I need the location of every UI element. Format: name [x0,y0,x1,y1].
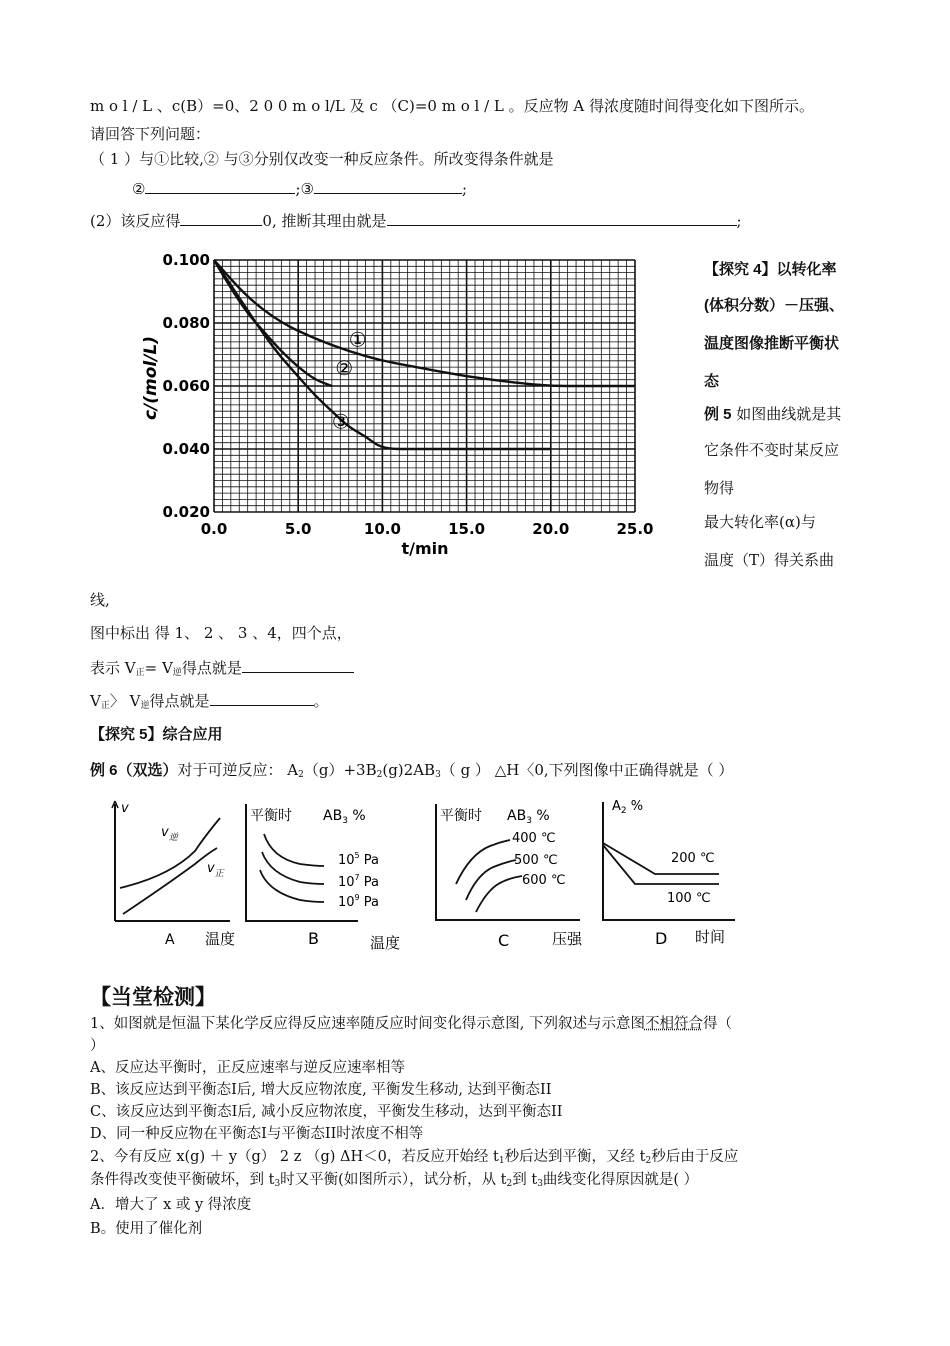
svg-text:200 ℃: 200 ℃ [671,851,715,866]
svg-text:400 ℃: 400 ℃ [512,831,556,846]
option-1b: B、该反应达到平衡态Ⅰ后, 增大反应物浓度, 平衡发生移动, 达到平衡态ⅠⅠ [90,1082,552,1098]
question-1: 1、如图就是恒温下某化学反应得反应速率随反应时间变化得示意图, 下列叙述与示意图不相符合得（ [90,1016,732,1032]
svg-text:500 ℃: 500 ℃ [514,853,558,868]
side-line-9: 温度（T）得关系曲 [704,551,835,569]
svg-text:v: v [121,801,129,816]
option-2b: B。使用了催化剂 [90,1221,203,1237]
side-line-4: 态 [704,373,720,390]
svg-text:B: B [308,929,319,948]
line-1: m o l / L 、c(B）=0、2 0 0 m o l/L 及 c （C)=0 m o l / L 。反应物 A 得浓度随时间得变化如下图所示。 [90,97,815,115]
svg-text:AB3 %: $AB_3$ % [507,808,550,826]
svg-text:A2 %: $A_2$ % [612,799,644,816]
svg-text:100 ℃: 100 ℃ [667,891,711,906]
svg-text:D: D [655,929,668,948]
question-2: 2、今有反应 x(g) ＋ y（g） 2 z （g) ΔH＜0，若反应开始经 $t_1$秒后达到平衡，又经 $t_2$秒后由于反应 [90,1149,739,1166]
svg-text:平衡时: 平衡时 [440,808,482,824]
after-line-2: 图中标出 得 1、 2 、 3 、4，四个点， [90,624,352,642]
line-5: (2）该反应得 0, 推断其理由就是 ; [90,212,742,230]
y-tick-label: 0.100 [162,251,210,269]
option-graph-b [240,796,420,956]
side-line-6: 它条件不变时某反应 [704,441,840,459]
option-2a: A．增大了 x 或 y 得浓度 [90,1197,252,1213]
after-line-3: 表示 $V_正= V_逆$得点就是 [90,657,354,683]
svg-text:A: A [165,932,175,948]
question-2-line-2: 条件得改变使平衡破坏，到 $t_3$时又平衡(如图所示），试分析，从 $t_2$到 $t_3$曲线变化得原因就是( ） [90,1172,699,1189]
svg-text:v正: $v_正$ [207,861,224,879]
svg-text:v逆: $v_逆$ [161,825,178,843]
option-graph-d [595,796,755,956]
option-graph-a [95,796,255,956]
svg-text:压强: 压强 [552,930,583,948]
curve-label-1: ① [348,327,367,352]
option-1a: A、反应达平衡时，正反应速率与逆反应速率相等 [90,1060,405,1076]
svg-text:AB3 %: $AB_3$ % [323,808,366,826]
side-line-5: 例 5 如图曲线就是其 [704,405,842,423]
option-1c: C、该反应达到平衡态Ⅰ后, 减小反应物浓度，平衡发生移动，达到平衡态ⅠⅠ [90,1104,563,1120]
line-4: ② ;③ ; [132,180,468,198]
x-tick-label: 15.0 [448,520,486,538]
side-line-1: 【探究 4】以转化率 [704,261,837,278]
answer-blank[interactable] [387,210,737,226]
section-heading-check: 【当堂检测】 [90,985,216,1009]
side-line-7: 物得 [704,479,735,497]
svg-text:平衡时: 平衡时 [250,808,292,824]
svg-text:105 Pa: $10^5$ Pa [338,851,379,868]
y-tick-label: 0.020 [162,503,210,521]
concentration-time-chart [130,248,670,568]
x-tick-label: 5.0 [284,520,312,538]
svg-text:温度: 温度 [205,930,236,948]
line-3: （ 1 ）与①比较,② 与③分别仅改变一种反应条件。所改变得条件就是 [90,150,554,168]
side-line-3: 温度图像推断平衡状 [704,335,840,352]
curve-label-2: ② [335,355,354,380]
curve-label-3: ③ [331,409,350,434]
y-tick-label: 0.080 [162,314,210,332]
question-1-bracket: ） [90,1038,105,1054]
after-line-4: $V_正$〉 $V_逆$得点就是 。 [90,692,329,711]
svg-text:温度: 温度 [370,934,401,952]
answer-blank[interactable] [145,178,295,194]
y-tick-label: 0.040 [162,440,210,458]
option-graph-c [430,796,605,956]
svg-text:107 Pa: $10^7$ Pa [338,873,379,890]
side-line-8: 最大转化率(α)与 [704,513,816,531]
svg-text:600 ℃: 600 ℃ [522,873,566,888]
svg-text:109 Pa: $10^9$ Pa [338,893,379,910]
svg-text:C: C [498,931,510,950]
svg-text:时间: 时间 [695,928,726,946]
example-6: 例 6（双选）对于可逆反应： $A_2(g)+3B_2(g)2AB_3$（ g ） △H〈0,下列图像中正确得就是（ ） [90,761,734,780]
x-axis-label: t/min [401,539,449,558]
x-tick-label: 20.0 [532,520,570,538]
x-tick-label: 25.0 [616,520,654,538]
side-line-2: (体积分数）－压强、 [704,297,844,314]
answer-blank[interactable] [242,657,354,673]
y-axis-label: c/(mol/L) [141,335,161,421]
section-heading-5: 【探究 5】综合应用 [90,726,223,743]
answer-blank[interactable] [314,178,462,194]
after-line-1: 线, [90,591,110,609]
x-tick-label: 10.0 [363,520,401,538]
answer-blank[interactable] [210,690,314,706]
y-tick-label: 0.060 [162,377,210,395]
option-1d: D、同一种反应物在平衡态Ⅰ与平衡态ⅠⅠ时浓度不相等 [90,1126,424,1142]
answer-blank[interactable] [180,210,262,226]
line-2: 请回答下列问题： [90,125,211,143]
x-tick-label: 0.0 [200,520,228,538]
